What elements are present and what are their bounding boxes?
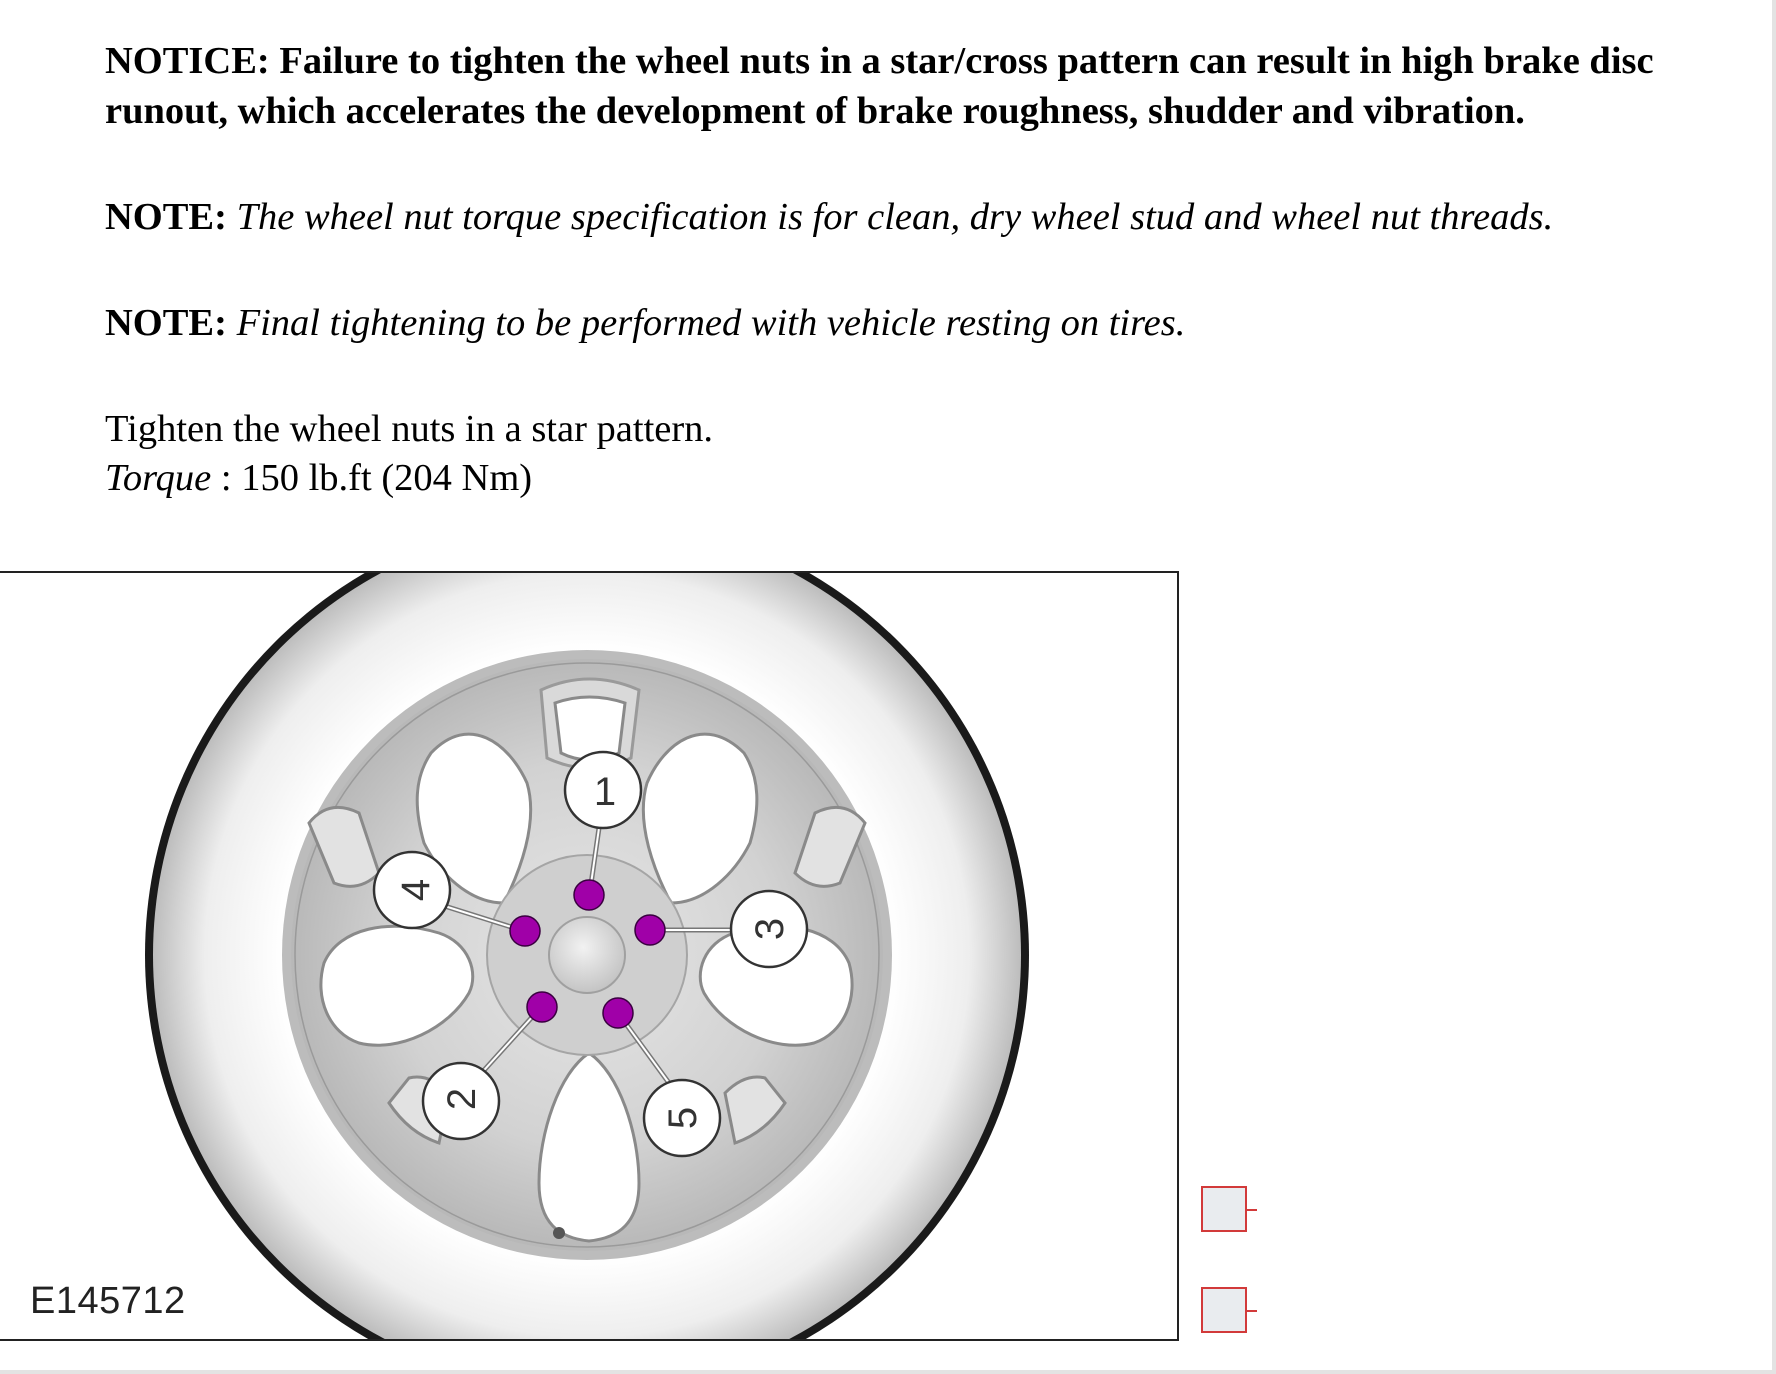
wheel-nut-pattern-figure	[0, 571, 1179, 1341]
callout-label-1: 1	[593, 770, 617, 814]
torque-label: Torque	[105, 457, 212, 499]
callout-label-2: 2	[440, 1087, 484, 1111]
note-torque-spec	[105, 194, 1553, 240]
scrollbar-track[interactable]	[1772, 0, 1776, 1374]
callout-label-3: 3	[748, 917, 792, 941]
note-final-tightening	[105, 300, 1185, 346]
torque-value: 150 lb.ft (204 Nm)	[241, 457, 533, 499]
note-label: NOTE:	[105, 302, 227, 344]
wheel-nut-2	[527, 992, 557, 1022]
note-text: The wheel nut torque specification is for clean, dry wheel stud and wheel nut threads.	[236, 196, 1554, 238]
step-instruction: Tighten the wheel nuts in a star pattern.	[105, 408, 714, 450]
form-checkbox-1[interactable]	[1201, 1186, 1247, 1232]
torque-separator: :	[211, 457, 242, 499]
wheel-nut-4	[510, 916, 540, 946]
callout-label-4: 4	[394, 878, 438, 902]
procedure-step	[105, 405, 713, 503]
wheel-nut-1	[574, 880, 604, 910]
note-label: NOTE:	[105, 196, 227, 238]
page-bottom-edge	[0, 1370, 1776, 1374]
callout-label-5: 5	[661, 1106, 705, 1130]
wheel-illustration	[0, 573, 1179, 1341]
notice-text: NOTICE: Failure to tighten the wheel nuts in a star/cross pattern can result in high brake disc runout, which accelerates the development of brake roughness, shudder and vibration.	[105, 40, 1654, 132]
wheel-nut-3	[635, 915, 665, 945]
wheel-nut-5	[603, 998, 633, 1028]
note-text: Final tightening to be performed with vehicle resting on tires.	[236, 302, 1186, 344]
form-checkbox-2[interactable]	[1201, 1287, 1247, 1333]
torque-line	[105, 454, 713, 503]
figure-id: E145712	[30, 1280, 186, 1322]
